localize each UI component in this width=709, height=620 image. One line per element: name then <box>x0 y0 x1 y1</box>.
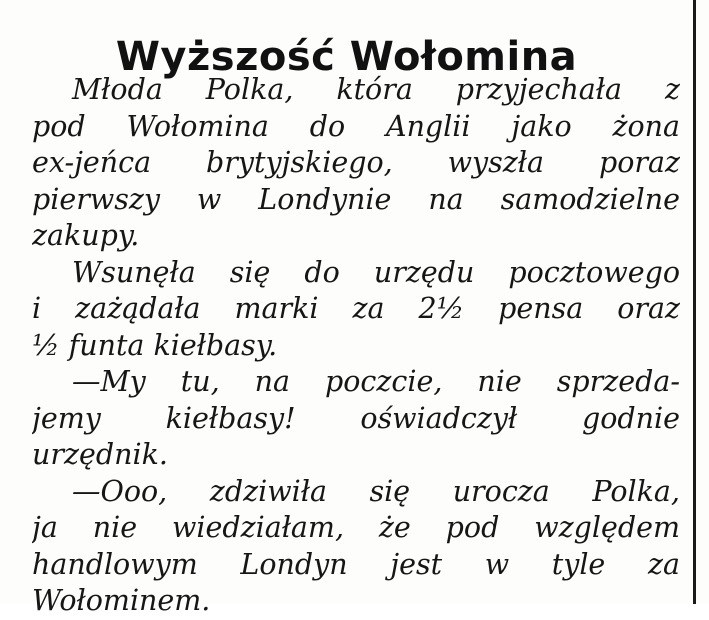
text-line: jemy kiełbasy! oświadczył godnie <box>32 401 680 435</box>
paragraph-3 <box>32 364 680 474</box>
text-line: zakupy. <box>32 219 140 252</box>
text-line: urzędnik. <box>32 438 168 471</box>
text-line: handlowym Londyn jest w tyle za <box>32 547 680 581</box>
paragraph-1 <box>32 72 680 255</box>
paragraph-2 <box>32 255 680 365</box>
text-line: ½ funta kiełbasy. <box>32 328 278 362</box>
article-title: Wyższość Wołomina <box>115 33 578 80</box>
text-line: pierwszy w Londynie na samodzielne <box>32 182 680 216</box>
text-line: Młoda Polka, która przyjechała z <box>72 73 680 106</box>
text-line: —Ooo, zdziwiła się urocza Polka, <box>72 474 680 508</box>
text-line: Wsunęła się do urzędu pocztowego <box>72 255 680 289</box>
column-rule <box>693 0 696 604</box>
text-line: pod Wołomina do Anglii jako żona <box>32 109 680 143</box>
text-line: ja nie wiedziałam, że pod względem <box>32 511 680 544</box>
article-body <box>32 72 680 620</box>
paragraph-4 <box>32 474 680 620</box>
text-line: ex-jeńca brytyjskiego, wyszła poraz <box>32 146 680 179</box>
text-line: —My tu, na poczcie, nie sprzeda- <box>72 365 680 398</box>
text-line: Wołominem. <box>32 584 211 617</box>
text-line: i zażądała marki za 2½ pensa oraz <box>32 292 680 325</box>
